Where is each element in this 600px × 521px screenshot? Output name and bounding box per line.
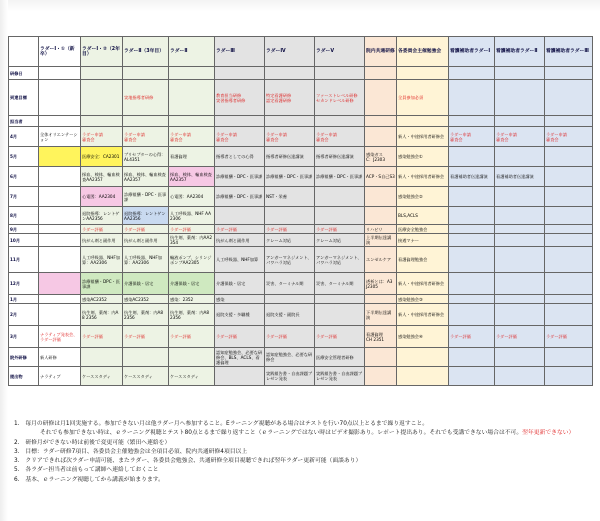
table-cell [265,116,315,127]
row-header: 6月 [9,167,39,187]
table-cell: 新人・中途採用者研修会 [397,304,449,326]
row-header: 院外研修 [9,348,39,367]
note-6: 6. 基本、ｅラーニング視聴してから講義が始まります。 [14,476,164,483]
table-cell [365,295,397,304]
table-cell [365,67,397,80]
table-cell: 実地指導者研修 [123,80,169,116]
row-header: 12月 [9,273,39,295]
table-cell [365,116,397,127]
column-header: ラダーⅠ・②（2年目） [81,37,123,67]
table-cell [495,147,545,167]
table-cell: ラダー評価 [123,225,169,234]
table-cell: 指導者研修伝達講演 [315,147,365,167]
table-cell [545,167,593,187]
table-cell: 上半期伝達講演 [365,234,397,247]
note-5: 5. 各ラダー担当者は前もって講師へ連絡しておくこと [14,467,159,474]
table-cell [39,167,81,187]
table-cell [39,304,81,326]
table-cell [81,116,123,127]
table-cell: 看護補助者伝達講演 [449,167,495,187]
table-cell [315,304,365,326]
table-cell [495,367,545,386]
table-cell: BLS,ACLS [397,207,449,225]
table-cell: 退院指導：レントゲンAA2356 [123,207,169,225]
row-header: 到達目標 [9,80,39,116]
table-cell: ラダー評価 [449,326,495,348]
table-cell: ラダー申請 審査会 [169,127,215,147]
table-cell: アンガーマネジメント、パワハラ対応 [315,247,365,273]
table-cell: ラダー申請 審査会 [315,127,365,147]
table-row [9,247,593,273]
table-cell: 介護保険・居宅 [123,273,169,295]
note-1-warning: 翌年更新できない） [522,430,575,437]
table-cell: 退院指導：レントゲンAA2356 [81,207,123,225]
table-cell [495,187,545,207]
table-cell: 実践報告書・自由課題プレゼン発表 [315,367,365,386]
table-cell [365,80,397,116]
row-header: 2月 [9,304,39,326]
table-cell: ラダー評価 [265,225,315,234]
table-cell [449,234,495,247]
table-cell: 心電図：AA2304 [81,187,123,207]
table-cell [449,304,495,326]
table-cell [449,225,495,234]
table-cell [39,116,81,127]
table-cell: 新人・中途採用者研修会 [397,273,449,295]
row-header: 提出物 [9,367,39,386]
table-cell: ラダー評価 [495,326,545,348]
training-schedule-table [8,36,593,386]
table-cell: ラダー申請 審査会 [449,127,495,147]
table-cell: ナラティブ発表会、ラダー評価 [39,326,81,348]
table-row [9,187,593,207]
table-cell: クレーム対応 [315,234,365,247]
table-cell [123,348,169,367]
table-cell [397,367,449,386]
table-cell [215,367,265,386]
table-cell: 下半期伝達講演 [365,304,397,326]
table-cell [39,80,81,116]
table-cell: プリセプターの心得：AL4351 [123,147,169,167]
table-cell: ラダー評価 [215,326,265,348]
note-4: 3. クリアできれば次ラダー申請可能、またラダー、各委員会勉強会、共通研修全項目視聴できれば翌年ラダー更新可能（面談あり） [14,458,362,465]
table-row [9,348,593,367]
table-cell: 診療報酬・DPC・医事課 [81,273,123,295]
table-cell [39,234,81,247]
table-cell: 特定看護研修 認定看護研修 [265,80,315,116]
table-cell: 医療安全：CA2301 [81,147,123,167]
table-cell: 採血、検体、輸血検査AA2357 [123,167,169,187]
table-cell [449,348,495,367]
table-cell: 全員参加必須 [397,80,449,116]
table-cell: 人工呼吸器、NHF加算 [215,247,265,273]
table-cell [81,348,123,367]
table-cell: 感染AC2352 [81,295,123,304]
table-cell: ACP・S自己S3 [365,167,397,187]
table-cell: 診療報酬・DPC・医事課 [123,187,169,207]
table-cell: 抗生剤、薬剤：内AA2354 [169,234,215,247]
table-cell [81,67,123,80]
row-header: 5月 [9,147,39,167]
table-cell [365,367,397,386]
table-row [9,234,593,247]
column-header: ラダーⅡ [169,37,215,67]
table-cell [123,116,169,127]
table-cell [449,116,495,127]
table-cell [365,187,397,207]
table-cell: 看護補助者伝達講演 [495,167,545,187]
table-cell [265,207,315,225]
note-1-cont: それでも参加できない時は、ｅラーニング視聴とテスト80点とるまで繰り返すこと（ｅラーニングではない時はビデオ撮影あり。レポート提出あり。それでも受講できない場合は不可。翌年更新できない） [40,430,575,437]
table-cell [265,67,315,80]
table-cell: 感染勉強会① [397,147,449,167]
table-cell [365,348,397,367]
table-cell: アンガーマネジメント、パワハラ対応 [265,247,315,273]
table-cell [449,295,495,304]
table-cell [169,67,215,80]
column-header: 看護補助者ラダーⅢ [545,37,593,67]
table-cell: 感染勉強会③ [397,295,449,304]
table-cell: 感染AC2352 [123,295,169,304]
table-cell: 指導者研修伝達講演 [265,147,315,167]
table-cell [495,207,545,225]
table-cell [545,247,593,273]
table-cell: ラダー申請 審査会 [81,127,123,147]
table-cell: ラダー評価 [265,326,315,348]
table-cell: 透析とは：A3 J2305 [365,273,397,295]
table-cell: 抗がん剤と副作用 [81,234,123,247]
row-header: 8月 [9,207,39,225]
table-cell [39,147,81,167]
table-cell [495,116,545,127]
table-cell [315,67,365,80]
table-cell: ラダー評価 [315,326,365,348]
table-cell [215,67,265,80]
table-cell: 感染ガス C：J2303 [365,147,397,167]
table-cell: ラダー評価 [81,326,123,348]
table-cell [449,147,495,167]
table-cell [123,67,169,80]
table-cell: NST・栄養 [265,187,315,207]
table-cell [495,273,545,295]
table-cell: 感染勉強会④ [397,326,449,348]
table-cell [545,207,593,225]
table-cell: ラダー申請 審査会 [265,127,315,147]
table-cell: リハビリ [365,225,397,234]
table-cell [545,116,593,127]
table-cell [545,225,593,234]
table-cell [495,304,545,326]
table-row [9,326,593,348]
table-row [9,116,593,127]
column-header: 看護補助者ラダーⅡ [495,37,545,67]
table-cell: 新人・中途採用者研修会 [397,127,449,147]
note-1: 1. 毎月の研修は月1回実施する。参加できない月は他ラダー月へ参加すること。Eラーニング視聴がある場合はテストを行い70点以上とるまで繰り返すこと。 [14,421,429,427]
table-cell: ラダー評価 [169,326,215,348]
table-cell: ラダー評価 [315,225,365,234]
table-cell [545,273,593,295]
table-cell [495,295,545,304]
table-cell: 実践報告書・自由課題プレゼン発表 [265,367,315,386]
note-3: 3. 目標：ラダー研修7項目、各委員会主催勉強会は全項目必須、院内共通研修4項目以上 [14,448,248,455]
table-cell [397,348,449,367]
table-cell: ラダー申請 審査会 [123,127,169,147]
column-header [9,37,39,67]
column-header: 院内共通研修 [365,37,397,67]
row-header: 11月 [9,247,39,273]
table-cell: ケーススタディ [81,367,123,386]
table-cell [545,234,593,247]
table-cell [449,367,495,386]
table-cell: 医療安全管理者研修 [315,348,365,367]
table-cell [315,116,365,127]
table-cell [265,295,315,304]
table-cell: ラダー評価 [123,326,169,348]
table-row [9,273,593,295]
table-cell: 採血、検体、輸血検査AA2357 [169,167,215,187]
table-cell: 新人研修 [39,348,81,367]
table-cell [39,247,81,273]
table-cell [545,348,593,367]
row-header: 9月 [9,225,39,234]
table-cell [169,116,215,127]
row-header: 3月 [9,326,39,348]
table-cell: 指導者としての心得 [215,147,265,167]
table-cell: 認知症勉強会、必要な研修会、BLS、ACLS、看護倫理 [215,348,265,367]
table-cell: 看護倫理勉強会 [397,247,449,273]
table-cell: 新人・中途採用者研修会 [397,167,449,187]
table-cell [495,67,545,80]
table-cell: 人工呼吸器、NHF加算：AA2306 [123,247,169,273]
table-cell: ラダー評価 [545,326,593,348]
table-cell: 感染勉強会② [397,187,449,207]
table-row [9,295,593,304]
column-header: 看護補助者ラダーⅠ [449,37,495,67]
table-cell [545,187,593,207]
table-cell: 抗がん剤と副作用 [123,234,169,247]
table-row [9,167,593,187]
table-cell: 災害、ターミナル期 [265,273,315,295]
table-cell: ナラティブ [39,367,81,386]
table-cell [545,295,593,304]
table-cell [449,207,495,225]
table-cell: 全体オリエンテーション [39,127,81,147]
table-cell: 災害、ターミナル期 [315,273,365,295]
table-cell: ケーススタディ [123,367,169,386]
row-header: 1月 [9,295,39,304]
table-cell: 介護保険・居宅 [169,273,215,295]
table-cell: 教育担当研修 実習指導者研修 [215,80,265,116]
page-edge-shadow [0,0,600,12]
table-cell: 心電図：AA2304 [169,187,215,207]
table-cell: 医療安全勉強会 [397,225,449,234]
table-cell: ケーススタディ [169,367,215,386]
table-cell [169,348,215,367]
table-cell [39,187,81,207]
table-cell [39,225,81,234]
table-cell: ラダー評価 [81,225,123,234]
table-cell [545,367,593,386]
table-row [9,207,593,225]
table-cell [215,207,265,225]
table-cell [397,67,449,80]
table-cell: 抗生剤、薬剤：内A8 2356 [169,304,215,326]
table-cell [495,348,545,367]
table-cell: ラダー申請 審査会 [215,127,265,147]
table-cell [449,273,495,295]
table-cell: 人工呼吸器、NHF加算：AA2306 [81,247,123,273]
table-cell: 看護倫理 CH 2351 [365,326,397,348]
table-cell [215,116,265,127]
table-cell [169,80,215,116]
table-row [9,367,593,386]
table-cell [315,187,365,207]
table-cell [365,127,397,147]
table-cell: ラダー申請 審査会 [545,127,593,147]
column-header: ラダーⅠ・①（新卒） [39,37,81,67]
table-cell: 退院支援・多職種 [215,304,265,326]
table-cell [545,80,593,116]
table-row [9,80,593,116]
table-cell: 介護保険・居宅 [215,273,265,295]
table-cell [449,247,495,273]
column-header: 各委員会主催勉強会 [397,37,449,67]
table-cell [545,67,593,80]
table-row [9,67,593,80]
table-cell [39,273,81,295]
table-cell: 認知症勉強会、必要な研修会 [265,348,315,367]
table-cell [315,207,365,225]
table-cell: 感染 [215,295,265,304]
table-row [9,225,593,234]
table-cell [81,80,123,116]
table-cell: 抗生剤、薬剤：内A8 2356 [123,304,169,326]
table-cell: 接遇マナー [397,234,449,247]
table-cell: 退院支援・副院長 [265,304,315,326]
table-cell [39,295,81,304]
table-cell: 抗がん剤と副作用 [215,234,265,247]
column-header: ラダーⅢ [215,37,265,67]
row-header: 7月 [9,187,39,207]
table-cell [495,234,545,247]
row-header: 10月 [9,234,39,247]
table-cell [449,80,495,116]
table-cell [365,207,397,225]
table-cell: クレーム対応 [265,234,315,247]
table-cell [495,80,545,116]
table-cell [545,147,593,167]
table-cell [545,304,593,326]
column-header: ラダーⅤ [315,37,365,67]
table-cell: 採血、検体、輸血検査AA2357 [81,167,123,187]
table-cell: ファーストレベル研修 セカンドレベル研修 [315,80,365,116]
table-cell: 診療報酬・DPC・医事課 [215,167,265,187]
table-cell: 診療報酬・DPC・医事課 [215,187,265,207]
table-cell [39,67,81,80]
table-cell: 診療報酬・DPC・医事課 [315,167,365,187]
notes-section [14,420,586,485]
table-row [9,127,593,147]
table-cell: 輸液ポンプ、シリンジポンプAA2305 [169,247,215,273]
table-cell: 診療報酬・DPC・医事課 [265,167,315,187]
column-header: ラダーⅡ（3年目） [123,37,169,67]
table-cell: エンゼルケア [365,247,397,273]
note-2: 2. 研修月ができない時は前後で変更可能（繁田へ連絡を） [14,439,171,446]
table-cell [495,247,545,273]
column-header: ラダーⅣ [265,37,315,67]
table-cell: ラダー申請 審査会 [495,127,545,147]
table-cell: 感染：2352 [169,295,215,304]
table-cell: 看護倫理 [169,147,215,167]
table-cell [449,187,495,207]
table-row [9,147,593,167]
table-cell [39,207,81,225]
row-header: 4月 [9,127,39,147]
header-row [9,37,593,67]
page-edge-shadow-left [0,0,8,521]
row-header: 担当者 [9,116,39,127]
table-cell [449,67,495,80]
row-header: 研修日 [9,67,39,80]
table-cell: ラダー評価 [215,225,265,234]
table-row [9,304,593,326]
table-cell [495,225,545,234]
table-cell: 抗生剤、薬剤：内A8 2356 [81,304,123,326]
table-cell [315,295,365,304]
table-cell: ラダー評価 [169,225,215,234]
table-cell: 人工呼吸器、NHF AA2306 [169,207,215,225]
table-cell [397,116,449,127]
